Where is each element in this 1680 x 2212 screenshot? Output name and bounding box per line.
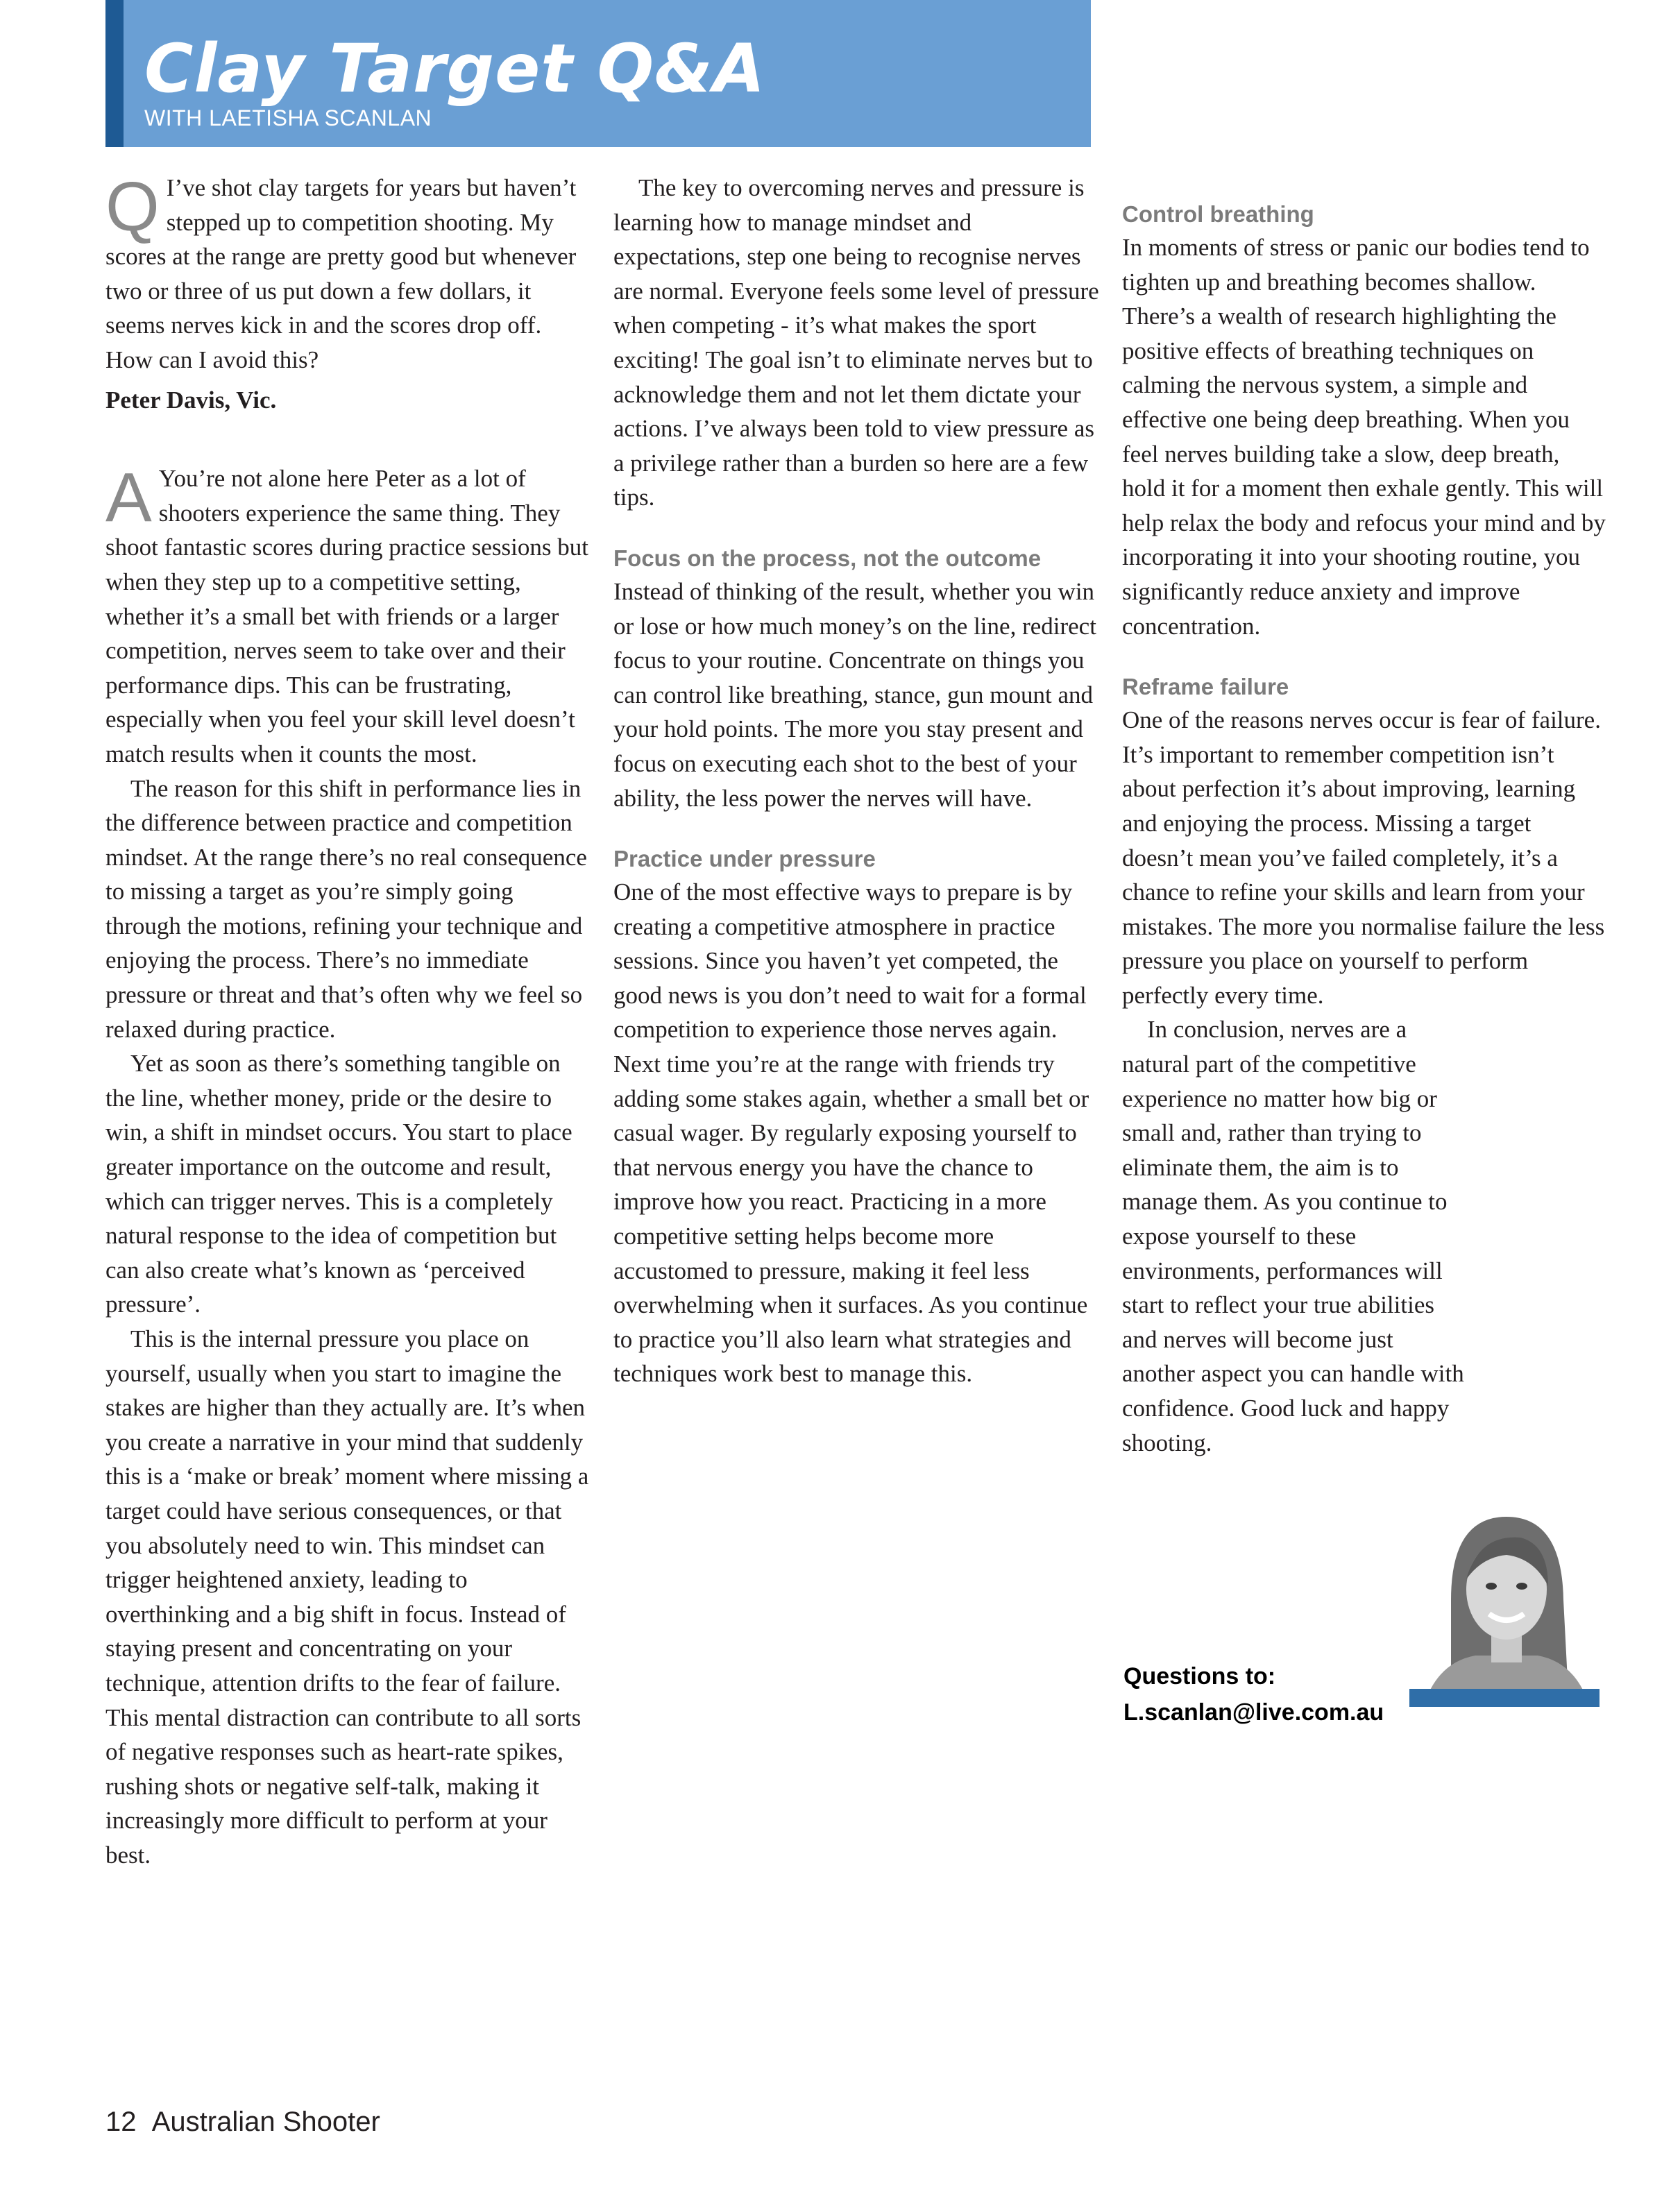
contact-email-link[interactable]: L.scanlan@live.com.au bbox=[1123, 1699, 1384, 1726]
title-banner-accent bbox=[105, 0, 124, 147]
question-paragraph bbox=[105, 168, 591, 377]
publication-name: Australian Shooter bbox=[151, 2107, 380, 2137]
question-dropcap: Q bbox=[105, 168, 160, 246]
contact-label: Questions to: bbox=[1123, 1663, 1276, 1690]
section-body-breathing: In moments of stress or panic our bodies tend to tighten up and breathing becomes shallow. There’s a wealth of research highlighting the positive effects of breathing techniques on calming the nervous system, a simple and effective one being deep breathing. When you feel nerves building take a slow, deep breath, hold it for a moment then exhale gently. This will help relax the body and refocus your mind and by incorporating it into your shooting routine, you significantly reduce anxiety and improve concentration. bbox=[1122, 234, 1606, 640]
section-heading-practice: Practice under pressure bbox=[613, 846, 876, 872]
section-body-focus: Instead of thinking of the result, whether you win or lose or how much money’s on the line, redirect focus to your routine. Concentrate on things you can control like breathing, stance, gun mount and your hold points. The more you stay present and focus on executing each shot to the best of your ability, the less power the nerves will have. bbox=[613, 577, 1096, 812]
answer-text-1: You’re not alone here Peter as a lot of shooters experience the same thing. They shoot fantastic scores during practice sessions but when they step up to a competitive setting, whether it’s a small bet with friends or a larger competition, nerves seem to take over and their performance dips. This can be frustrating, especially when you feel your skill level doesn’t match results when it counts the most. bbox=[105, 465, 588, 767]
contact-block bbox=[1123, 1658, 1384, 1730]
conclusion-paragraph: In conclusion, nerves are a natural part of the competitive experience no matter how big or small and, rather than trying to eliminate them, the aim is to manage them. As you continue to expose yourself to these environments, performances will start to reflect your true abilities and nerves will become just another aspect you can handle with confidence. Good luck and happy shooting. bbox=[1122, 1016, 1464, 1456]
author-portrait bbox=[1409, 1503, 1600, 1707]
answer-paragraph-2: The reason for this shift in performance lies in the difference between practice and competition mindset. At the range there’s no real consequence to missing a target as you’re simply going through the motions, refining your technique and enjoying the process. There’s no immediate pressure or threat and that’s often why we feel so relaxed during practice. bbox=[105, 774, 587, 1043]
page-subtitle: WITH LAETISHA SCANLAN bbox=[144, 105, 432, 130]
page-title: Clay Target Q&A bbox=[144, 30, 766, 108]
section-heading-breathing: Control breathing bbox=[1122, 201, 1314, 227]
question-text: I’ve shot clay targets for years but haven’t stepped up to competition shooting. My scores at the range are pretty good but whenever two or three of us put down a few dollars, it seems nerves kick in and the scores drop off. How can I avoid this? bbox=[105, 174, 577, 373]
answer-paragraph-5: The key to overcoming nerves and pressure is learning how to manage mindset and expectations, step one being to recognise nerves are normal. Everyone feels some level of pressure when competing - it’s what makes the sport exciting! The goal isn’t to eliminate nerves but to acknowledge them and not let them dictate your actions. I’ve always been told to view pressure as a privilege rather than a burden so here are a few tips. bbox=[613, 174, 1099, 511]
section-heading-reframe: Reframe failure bbox=[1122, 674, 1289, 700]
portrait-illustration bbox=[1409, 1503, 1600, 1707]
answer-paragraph-1 bbox=[105, 461, 591, 771]
column-2 bbox=[613, 171, 1099, 1391]
question-byline: Peter Davis, Vic. bbox=[105, 386, 277, 414]
page-footer bbox=[105, 2107, 380, 2138]
section-heading-focus: Focus on the process, not the outcome bbox=[613, 545, 1042, 571]
section-body-reframe: One of the reasons nerves occur is fear of failure. It’s important to remember competition isn’t about perfection it’s about improving, learning and enjoying the process. Missing a target doesn’t mean you’ve failed completely, it’s a chance to refine your skills and learn from your mistakes. The more you normalise failure the less pressure you place on yourself to perform perfectly every time. bbox=[1122, 706, 1605, 1009]
answer-dropcap: A bbox=[105, 459, 152, 537]
page-number: 12 bbox=[105, 2107, 137, 2137]
section-body-practice: One of the most effective ways to prepare is by creating a competitive atmosphere in practice sessions. Since you haven’t yet competed, the good news is you don’t need to wait for a formal competition to experience those nerves again. Next time you’re at the range with friends try adding some stakes again, whether a small bet or casual wager. By regularly exposing yourself to that nervous energy you have the chance to improve how you react. Practicing in a more competitive setting helps become more accustomed to pressure, making it feel less overwhelming when it surfaces. As you continue to practice you’ll also learn what strategies and techniques work best to manage this. bbox=[613, 878, 1089, 1388]
column-3 bbox=[1122, 171, 1608, 1460]
answer-paragraph-3: Yet as soon as there’s something tangible on the line, whether money, pride or the desire to win, a shift in mindset occurs. You start to place greater importance on the outcome and result, which can trigger nerves. This is a completely natural response to the idea of competition but can also create what’s known as ‘perceived pressure’. bbox=[105, 1050, 572, 1318]
answer-paragraph-4: This is the internal pressure you place on yourself, usually when you start to imagine the stakes are higher than they actually are. It’s when you create a narrative in your mind that suddenly this is a ‘make or break’ moment where missing a target could have serious consequences, or that you absolutely need to win. This mindset can trigger heightened anxiety, leading to overthinking and a big shift in focus. Instead of staying present and concentrating on your technique, attention drifts to the fear of failure. This mental distraction can contribute to all sorts of negative responses such as heart-rate spikes, rushing shots or negative self-talk, making it increasingly more difficult to perform at your best. bbox=[105, 1325, 589, 1869]
portrait-caption-bar bbox=[1409, 1689, 1600, 1707]
column-1 bbox=[105, 168, 591, 1873]
